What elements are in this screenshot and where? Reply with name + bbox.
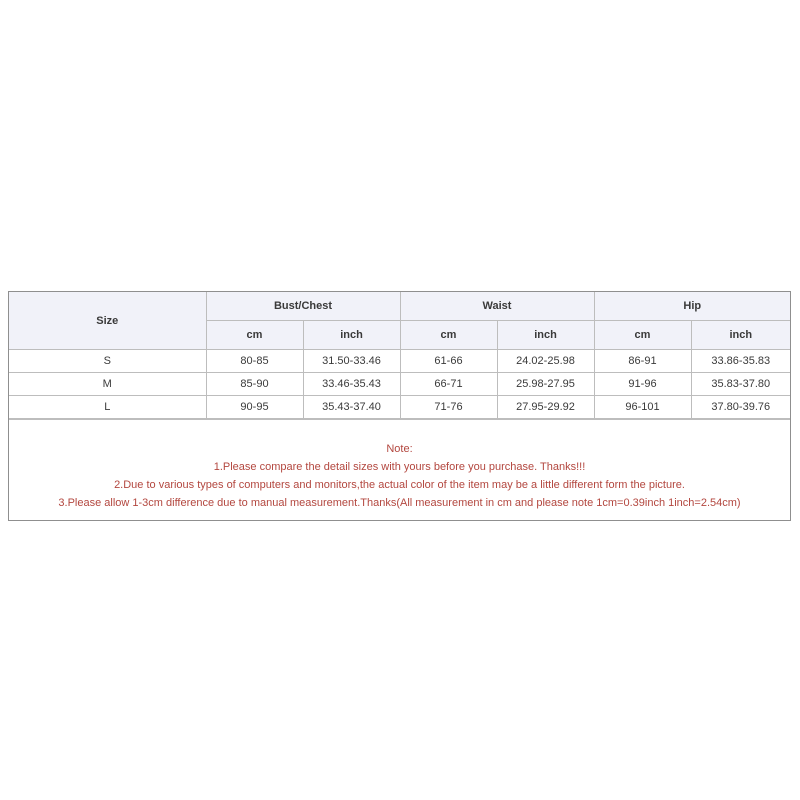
note-line: 1.Please compare the detail sizes with yours before you purchase. Thanks!!! (213, 461, 586, 473)
waist-header: Waist (400, 292, 594, 321)
bust-chest-header: Bust/Chest (206, 292, 400, 321)
unit-header: inch (497, 321, 594, 350)
table-cell: 37.80-39.76 (691, 396, 790, 419)
note-line: 3.Please allow 1-3cm difference due to manual measurement.Thanks(All measurement in cm and please note 1cm=0.39inch 1inch=2.54cm) (58, 497, 741, 509)
unit-header: cm (594, 321, 691, 350)
table-cell: 80-85 (206, 350, 303, 373)
table-cell: 66-71 (400, 373, 497, 396)
table-cell: 61-66 (400, 350, 497, 373)
unit-header: cm (206, 321, 303, 350)
size-table (9, 292, 790, 419)
table-row (9, 373, 790, 396)
table-row (9, 350, 790, 373)
table-cell: 33.86-35.83 (691, 350, 790, 373)
table-cell: 86-91 (594, 350, 691, 373)
size-column-header: Size (9, 292, 206, 350)
table-cell: 24.02-25.98 (497, 350, 594, 373)
table-cell: 35.43-37.40 (303, 396, 400, 419)
group-header-row (9, 292, 790, 321)
table-cell: 25.98-27.95 (497, 373, 594, 396)
note-line: 2.Due to various types of computers and monitors,the actual color of the item may be a little different form the picture. (114, 479, 685, 491)
size-label: L (9, 396, 206, 419)
unit-header: inch (691, 321, 790, 350)
table-cell: 96-101 (594, 396, 691, 419)
table-row (9, 396, 790, 419)
note-section (9, 419, 790, 520)
note-title: Note: (386, 443, 413, 455)
size-label: M (9, 373, 206, 396)
table-cell: 85-90 (206, 373, 303, 396)
hip-header: Hip (594, 292, 790, 321)
table-cell: 90-95 (206, 396, 303, 419)
size-chart (8, 291, 791, 521)
unit-header: cm (400, 321, 497, 350)
table-cell: 71-76 (400, 396, 497, 419)
table-cell: 33.46-35.43 (303, 373, 400, 396)
table-cell: 27.95-29.92 (497, 396, 594, 419)
size-label: S (9, 350, 206, 373)
table-cell: 91-96 (594, 373, 691, 396)
table-cell: 31.50-33.46 (303, 350, 400, 373)
unit-header: inch (303, 321, 400, 350)
table-cell: 35.83-37.80 (691, 373, 790, 396)
